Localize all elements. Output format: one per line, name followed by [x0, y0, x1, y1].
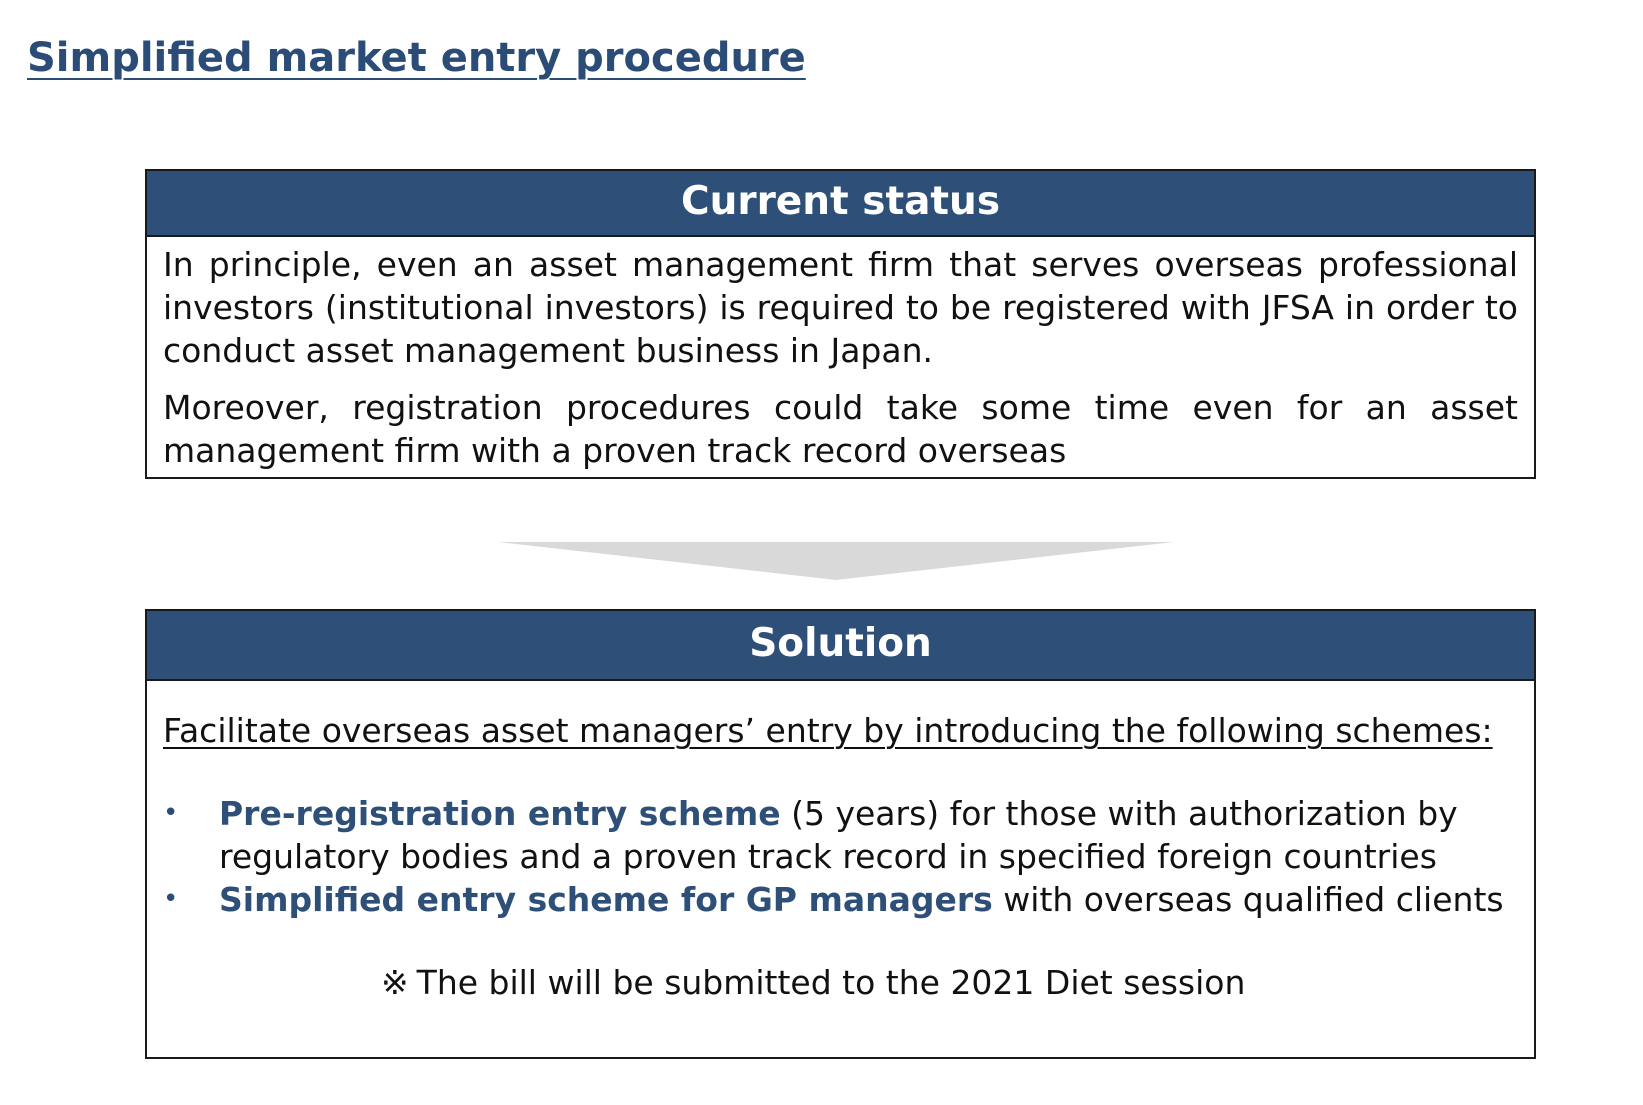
down-arrow-shape	[498, 542, 1174, 580]
scheme-name-gp-managers: Simplified entry scheme for GP managers	[219, 880, 993, 919]
solution-intro: Facilitate overseas asset managers’ entry by introducing the following schemes:	[163, 711, 1493, 750]
down-arrow-icon	[498, 542, 1174, 580]
bill-note-text: The bill will be submitted to the 2021 Diet session	[416, 963, 1246, 1002]
solution-box	[145, 609, 1536, 1059]
current-status-body	[147, 237, 1534, 472]
scheme-description-pre-registration: (5 years) for those with authorization by regulatory bodies and a proven track record in specified foreign countries	[219, 794, 1458, 876]
page-title: Simplified market entry procedure	[27, 35, 806, 81]
scheme-list	[163, 792, 1518, 921]
scheme-item-pre-registration	[163, 792, 1518, 878]
bill-note	[163, 961, 1518, 1004]
bullet-icon: •	[163, 798, 179, 828]
reference-mark-icon: ※	[381, 963, 409, 1002]
current-status-paragraph-2: Moreover, registration procedures could take some time even for an asset management firm with a proven track record overseas	[163, 388, 1518, 470]
current-status-heading: Current status	[147, 171, 1534, 237]
current-status-paragraph-1: In principle, even an asset management firm that serves overseas professional investors (institutional investors) is required to be registered with JFSA in order to conduct asset management business in Japan.	[163, 245, 1518, 370]
bullet-icon: •	[163, 884, 179, 914]
scheme-description-gp-managers: with overseas qualified clients	[992, 880, 1504, 919]
current-status-box	[145, 169, 1536, 479]
scheme-name-pre-registration: Pre-registration entry scheme	[219, 794, 781, 833]
solution-body	[147, 681, 1534, 1004]
solution-heading: Solution	[147, 611, 1534, 681]
scheme-item-gp-managers	[163, 878, 1518, 921]
